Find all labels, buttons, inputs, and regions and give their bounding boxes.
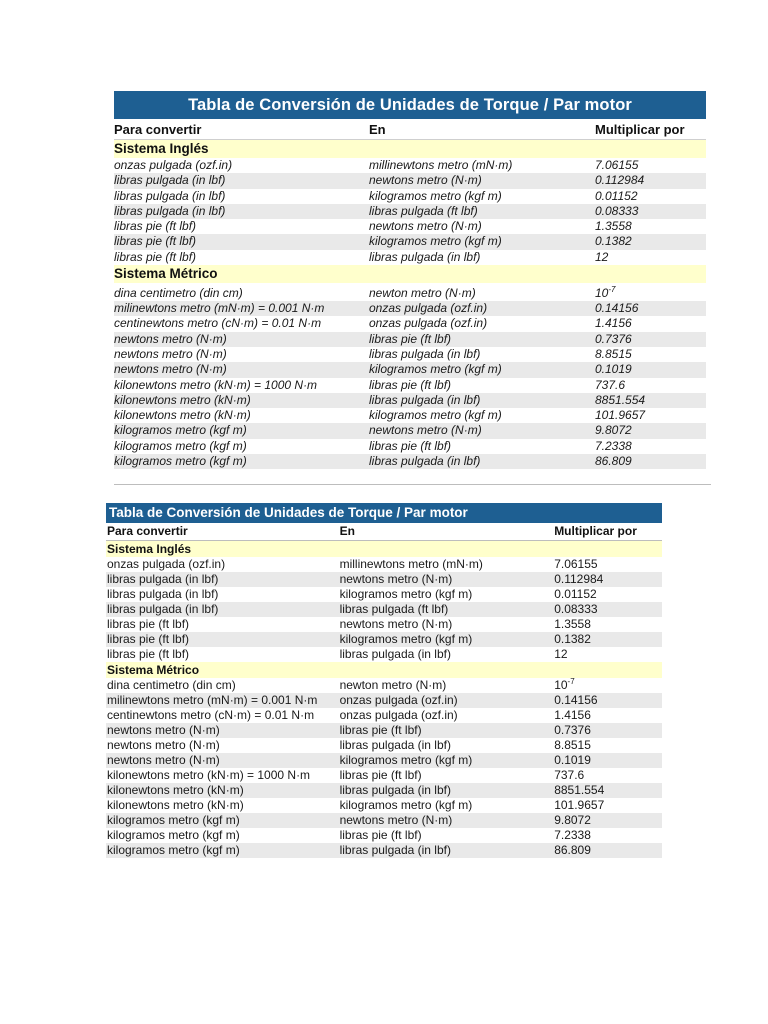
cell-to: kilogramos metro (kgf m) bbox=[369, 408, 502, 423]
cell-to: newton metro (N·m) bbox=[369, 286, 476, 301]
cell-to: libras pulgada (ft lbf) bbox=[339, 602, 449, 616]
rows-metrico bbox=[106, 693, 662, 858]
cell-to: libras pie (ft lbf) bbox=[369, 377, 452, 392]
cell-from: kilonewtons metro (kN·m) bbox=[114, 392, 251, 407]
table-row bbox=[106, 828, 662, 843]
cell-from: centinewtons metro (cN·m) = 0.01 N·m bbox=[114, 316, 322, 331]
section-label: Sistema Métrico bbox=[107, 663, 200, 677]
table-row bbox=[114, 204, 706, 219]
cell-from: newtons metro (N·m) bbox=[107, 738, 220, 752]
cell-factor: 7.06155 bbox=[554, 557, 598, 571]
cell-factor bbox=[554, 678, 662, 693]
cell-factor: 9.8072 bbox=[595, 423, 632, 438]
cell-factor: 101.9657 bbox=[554, 798, 605, 812]
header-multiplicar-por: Multiplicar por bbox=[595, 122, 685, 137]
cell-from: newtons metro (N·m) bbox=[107, 753, 220, 767]
cell-to: newtons metro (N·m) bbox=[339, 617, 453, 631]
cell-to: newton metro (N·m) bbox=[339, 678, 447, 692]
factor-exponent: -7 bbox=[567, 677, 575, 686]
table-row bbox=[106, 557, 662, 572]
cell-factor: 0.1382 bbox=[595, 234, 632, 249]
cell-factor: 12 bbox=[554, 647, 568, 661]
factor-base: 10 bbox=[554, 678, 568, 692]
cell-factor: 0.01152 bbox=[554, 587, 597, 601]
cell-from: kilogramos metro (kgf m) bbox=[107, 843, 240, 857]
cell-to: kilogramos metro (kgf m) bbox=[369, 362, 502, 377]
table-row bbox=[106, 602, 662, 617]
cell-from: kilogramos metro (kgf m) bbox=[107, 813, 240, 827]
cell-to: libras pulgada (in lbf) bbox=[339, 843, 451, 857]
table-row bbox=[106, 693, 662, 708]
cell-from: onzas pulgada (ozf.in) bbox=[107, 557, 226, 571]
table-row bbox=[114, 423, 706, 438]
cell-factor: 7.2338 bbox=[595, 438, 632, 453]
cell-to: libras pulgada (in lbf) bbox=[339, 738, 451, 752]
cell-from: libras pie (ft lbf) bbox=[107, 617, 190, 631]
cell-factor: 8851.554 bbox=[595, 392, 646, 407]
cell-to: newtons metro (N·m) bbox=[339, 572, 453, 586]
table-row bbox=[106, 632, 662, 647]
conversion-table-italic bbox=[114, 91, 706, 469]
cell-from: milinewtons metro (mN·m) = 0.001 N·m bbox=[114, 301, 325, 316]
cell-factor: 0.112984 bbox=[595, 173, 645, 188]
cell-factor: 101.9657 bbox=[595, 408, 646, 423]
table-row bbox=[114, 347, 706, 362]
cell-from: libras pulgada (in lbf) bbox=[107, 572, 219, 586]
cell-factor: 86.809 bbox=[554, 843, 591, 857]
cell-from: milinewtons metro (mN·m) = 0.001 N·m bbox=[107, 693, 318, 707]
table-row bbox=[114, 301, 706, 316]
cell-from: kilogramos metro (kgf m) bbox=[107, 828, 240, 842]
cell-to: libras pulgada (in lbf) bbox=[369, 454, 481, 469]
cell-from: kilogramos metro (kgf m) bbox=[114, 438, 247, 453]
table-row bbox=[106, 678, 662, 693]
cell-to: kilogramos metro (kgf m) bbox=[339, 632, 473, 646]
table-header-row bbox=[106, 523, 662, 541]
cell-from: kilonewtons metro (kN·m) bbox=[114, 408, 251, 423]
cell-from: libras pulgada (in lbf) bbox=[107, 587, 219, 601]
table-row bbox=[106, 617, 662, 632]
cell-from: kilonewtons metro (kN·m) = 1000 N·m bbox=[114, 377, 318, 392]
table-row bbox=[114, 173, 706, 188]
cell-to: kilogramos metro (kgf m) bbox=[339, 798, 473, 812]
cell-factor: 8.8515 bbox=[554, 738, 591, 752]
table-row bbox=[106, 783, 662, 798]
rows-metrico bbox=[114, 301, 706, 469]
cell-to: onzas pulgada (ozf.in) bbox=[339, 693, 458, 707]
cell-from: newtons metro (N·m) bbox=[114, 331, 227, 346]
cell-from: libras pie (ft lbf) bbox=[107, 647, 190, 661]
header-para-convertir: Para convertir bbox=[107, 524, 188, 538]
cell-factor: 86.809 bbox=[595, 454, 632, 469]
section-label: Sistema Inglés bbox=[114, 141, 209, 156]
cell-factor: 9.8072 bbox=[554, 813, 591, 827]
factor-base: 10 bbox=[595, 286, 609, 301]
table-row bbox=[114, 189, 706, 204]
cell-to: kilogramos metro (kgf m) bbox=[339, 753, 473, 767]
cell-from: libras pulgada (in lbf) bbox=[107, 602, 219, 616]
header-en: En bbox=[339, 524, 355, 538]
cell-factor: 1.4156 bbox=[595, 316, 632, 331]
conversion-table-plain bbox=[106, 503, 662, 858]
cell-factor: 7.06155 bbox=[595, 158, 639, 172]
cell-from: kilonewtons metro (kN·m) = 1000 N·m bbox=[107, 768, 311, 782]
cell-from: dina centimetro (din cm) bbox=[107, 678, 236, 692]
cell-factor: 0.1019 bbox=[554, 753, 591, 767]
table-row bbox=[114, 439, 706, 454]
table-row bbox=[114, 454, 706, 469]
cell-from: kilonewtons metro (kN·m) bbox=[107, 798, 244, 812]
cell-factor: 0.1019 bbox=[595, 362, 632, 377]
cell-from: newtons metro (N·m) bbox=[107, 723, 220, 737]
header-para-convertir: Para convertir bbox=[114, 122, 202, 137]
rows-ingles bbox=[106, 557, 662, 662]
table-row bbox=[106, 813, 662, 828]
cell-to: newtons metro (N·m) bbox=[369, 423, 482, 438]
cell-to: millinewtons metro (mN·m) bbox=[339, 557, 483, 571]
cell-from: libras pulgada (in lbf) bbox=[114, 203, 226, 218]
cell-from: libras pulgada (in lbf) bbox=[114, 188, 226, 203]
cell-to: onzas pulgada (ozf.in) bbox=[369, 301, 488, 316]
cell-to: libras pie (ft lbf) bbox=[369, 331, 452, 346]
cell-to: libras pulgada (ft lbf) bbox=[369, 203, 478, 218]
cell-from: libras pie (ft lbf) bbox=[114, 219, 197, 234]
cell-to: kilogramos metro (kgf m) bbox=[339, 587, 473, 601]
cell-from: dina centimetro (din cm) bbox=[114, 286, 243, 301]
cell-from: libras pie (ft lbf) bbox=[114, 234, 197, 249]
cell-to: libras pie (ft lbf) bbox=[339, 723, 422, 737]
cell-to: libras pie (ft lbf) bbox=[369, 438, 452, 453]
cell-from: libras pie (ft lbf) bbox=[107, 632, 190, 646]
section-sistema-metrico bbox=[106, 662, 662, 678]
table-row bbox=[106, 753, 662, 768]
table-row bbox=[106, 798, 662, 813]
table-row bbox=[106, 708, 662, 723]
table-row bbox=[106, 572, 662, 587]
cell-from: libras pulgada (in lbf) bbox=[114, 173, 226, 188]
cell-factor: 12 bbox=[595, 249, 609, 264]
cell-factor: 0.08333 bbox=[554, 602, 598, 616]
cell-to: newtons metro (N·m) bbox=[369, 219, 482, 234]
table-row bbox=[114, 283, 706, 301]
cell-to: libras pulgada (in lbf) bbox=[369, 392, 481, 407]
cell-from: newtons metro (N·m) bbox=[114, 346, 227, 361]
cell-factor: 0.7376 bbox=[554, 723, 591, 737]
cell-to: libras pulgada (in lbf) bbox=[339, 783, 451, 797]
cell-factor: 0.1382 bbox=[554, 632, 591, 646]
cell-factor: 8.8515 bbox=[595, 346, 632, 361]
cell-to: onzas pulgada (ozf.in) bbox=[369, 316, 488, 331]
table-row bbox=[114, 378, 706, 393]
cell-from: newtons metro (N·m) bbox=[114, 362, 227, 377]
cell-to: libras pie (ft lbf) bbox=[339, 828, 422, 842]
table-row bbox=[106, 723, 662, 738]
table-row bbox=[106, 843, 662, 858]
cell-factor: 0.7376 bbox=[595, 331, 632, 346]
section-label: Sistema Inglés bbox=[107, 542, 192, 556]
cell-to: libras pulgada (in lbf) bbox=[339, 647, 451, 661]
table-row bbox=[114, 332, 706, 347]
cell-factor: 737.6 bbox=[554, 768, 585, 782]
cell-to: newtons metro (N·m) bbox=[339, 813, 453, 827]
header-multiplicar-por: Multiplicar por bbox=[554, 524, 637, 538]
cell-factor: 8851.554 bbox=[554, 783, 605, 797]
cell-to: millinewtons metro (mN·m) bbox=[369, 158, 513, 172]
cell-to: kilogramos metro (kgf m) bbox=[369, 188, 502, 203]
cell-from: onzas pulgada (ozf.in) bbox=[114, 158, 233, 172]
cell-factor: 0.14156 bbox=[595, 301, 639, 316]
cell-factor bbox=[595, 283, 706, 301]
table-row bbox=[114, 158, 706, 173]
table-title: Tabla de Conversión de Unidades de Torque / Par motor bbox=[114, 91, 706, 119]
cell-to: kilogramos metro (kgf m) bbox=[369, 234, 502, 249]
table-row bbox=[106, 768, 662, 783]
cell-from: centinewtons metro (cN·m) = 0.01 N·m bbox=[107, 708, 315, 722]
section-label: Sistema Métrico bbox=[114, 266, 218, 282]
section-sistema-metrico bbox=[114, 265, 706, 283]
cell-factor: 1.4156 bbox=[554, 708, 591, 722]
cell-factor: 1.3558 bbox=[595, 219, 632, 234]
cell-to: libras pulgada (in lbf) bbox=[369, 249, 481, 264]
table-row bbox=[114, 250, 706, 265]
cell-factor: 0.14156 bbox=[554, 693, 598, 707]
table-header-row bbox=[114, 119, 706, 140]
cell-factor: 737.6 bbox=[595, 377, 626, 392]
factor-exponent: -7 bbox=[608, 285, 616, 295]
table-row bbox=[114, 316, 706, 331]
table-row bbox=[114, 408, 706, 423]
cell-to: libras pulgada (in lbf) bbox=[369, 346, 481, 361]
cell-to: libras pie (ft lbf) bbox=[339, 768, 422, 782]
section-sistema-ingles bbox=[114, 140, 706, 158]
cell-factor: 7.2338 bbox=[554, 828, 591, 842]
cell-factor: 0.112984 bbox=[554, 572, 604, 586]
cell-from: kilogramos metro (kgf m) bbox=[114, 454, 247, 469]
table-row bbox=[114, 219, 706, 234]
table-title: Tabla de Conversión de Unidades de Torque / Par motor bbox=[106, 503, 662, 523]
divider-line bbox=[114, 484, 711, 485]
cell-from: libras pie (ft lbf) bbox=[114, 249, 197, 264]
cell-factor: 0.08333 bbox=[595, 203, 639, 218]
cell-factor: 0.01152 bbox=[595, 188, 638, 203]
table-row bbox=[114, 362, 706, 377]
cell-factor: 1.3558 bbox=[554, 617, 591, 631]
section-sistema-ingles bbox=[106, 541, 662, 557]
cell-from: kilogramos metro (kgf m) bbox=[114, 423, 247, 438]
cell-to: onzas pulgada (ozf.in) bbox=[339, 708, 458, 722]
cell-to: newtons metro (N·m) bbox=[369, 173, 482, 188]
table-row bbox=[106, 587, 662, 602]
table-row bbox=[114, 234, 706, 249]
cell-from: kilonewtons metro (kN·m) bbox=[107, 783, 244, 797]
header-en: En bbox=[369, 122, 386, 137]
table-row bbox=[106, 647, 662, 662]
table-row bbox=[114, 393, 706, 408]
rows-ingles bbox=[114, 158, 706, 265]
table-row bbox=[106, 738, 662, 753]
